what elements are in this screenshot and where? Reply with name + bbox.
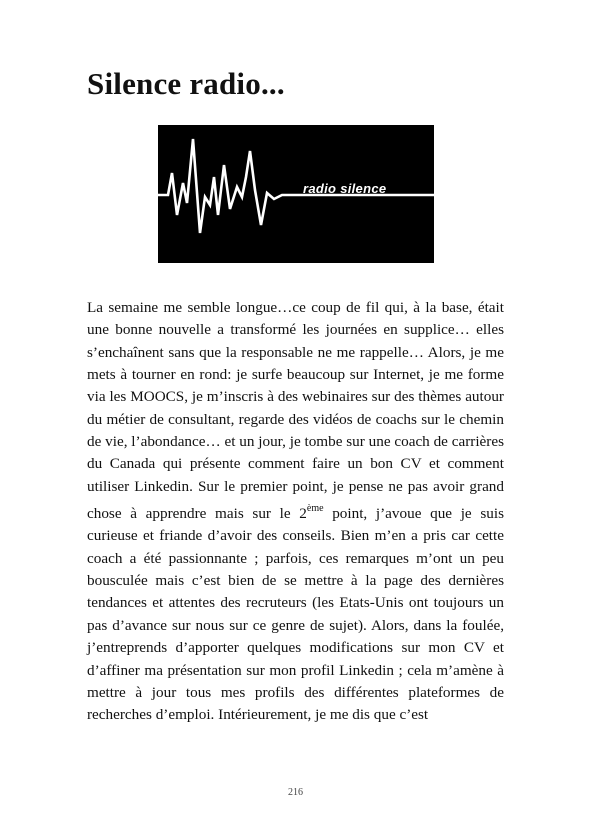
body-paragraph xyxy=(87,297,504,727)
banner-text: radio silence xyxy=(303,181,387,196)
ordinal-superscript: ème xyxy=(306,503,324,515)
radio-silence-banner-image xyxy=(158,125,434,263)
body-text-part-2: point, j’avoue que je suis curieuse et friande d’avoir des conseils. Bien m’en a pris car cette coach a été passionnante ; parfois, ces remarques m’ont un peu bousculée mais c’est bien de se mettre à la page des dernières tendances et attentes des recruteurs (les Etats-Unis ont toujours un pas d’avance sur nous sur ce genre de sujet). Alors, dans la foulée, j’entreprends d’apporter quelques modifications sur mon CV et d’affiner ma présentation sur mon profil Linkedin ; cela m’amène à mettre à jour tous mes profils des différentes plateformes de recherches d’emploi. Intérieurement, je me dis que c’est xyxy=(87,505,504,724)
page-number: 216 xyxy=(288,787,303,798)
page-title: Silence radio... xyxy=(87,66,285,101)
body-text-part-1: La semaine me semble longue…ce coup de fil qui, à la base, était une bonne nouvelle a transformé les journées en supplice… elles s’enchaînent sans que la responsable ne me rappelle… Alors, je me mets à tourner en rond: je surfe beaucoup sur Internet, je me forme via les MOOCS, je m’inscris à des webinaires sur des thèmes autour du métier de consultant, regarde des vidéos de coachs sur le chemin de vie, l’abondance… et un jour, je tombe sur une coach de carrières du Canada qui présente comment faire un bon CV et comment utiliser Linkedin. Sur le premier point, je pense ne pas avoir grand chose à apprendre mais sur le 2 xyxy=(87,299,504,523)
waveform-line xyxy=(158,139,434,233)
waveform-graphic xyxy=(158,125,434,263)
